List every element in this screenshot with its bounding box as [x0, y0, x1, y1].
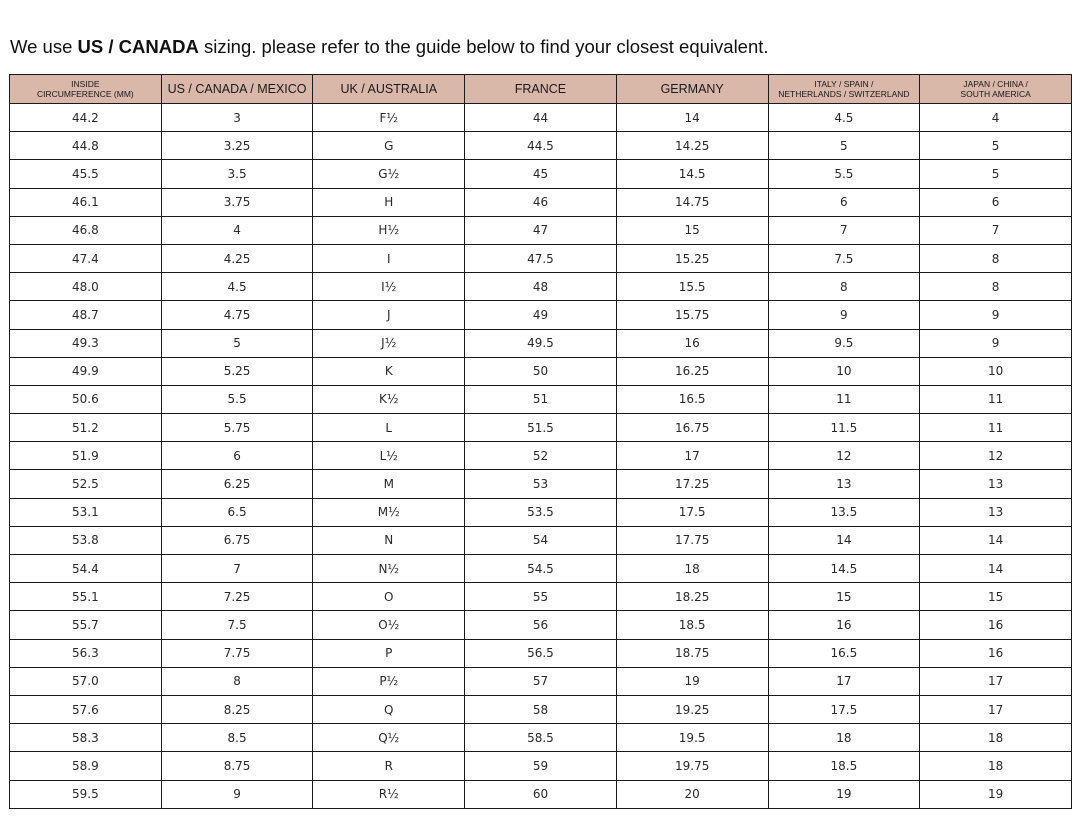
table-cell: 58	[465, 695, 617, 723]
table-cell: 3	[161, 104, 313, 132]
table-cell: 48.7	[10, 301, 162, 329]
table-row	[10, 526, 1072, 554]
table-cell: 19.5	[616, 724, 768, 752]
table-cell: 7	[161, 555, 313, 583]
table-cell: 7.25	[161, 583, 313, 611]
table-cell: 16.25	[616, 357, 768, 385]
table-cell: 5.75	[161, 414, 313, 442]
table-cell: 17	[768, 667, 920, 695]
table-cell: 12	[768, 442, 920, 470]
table-cell: 18	[768, 724, 920, 752]
table-row	[10, 357, 1072, 385]
ring-size-table	[9, 74, 1072, 809]
table-cell: 4.5	[768, 104, 920, 132]
table-cell: 18.25	[616, 583, 768, 611]
table-cell: 46	[465, 188, 617, 216]
table-cell: 15	[920, 583, 1072, 611]
table-cell: 51.9	[10, 442, 162, 470]
table-row	[10, 442, 1072, 470]
table-cell: 16	[920, 639, 1072, 667]
table-cell: H½	[313, 216, 465, 244]
table-cell: 44.2	[10, 104, 162, 132]
table-cell: G½	[313, 160, 465, 188]
table-row	[10, 667, 1072, 695]
table-cell: 10	[920, 357, 1072, 385]
table-cell: 17.5	[616, 498, 768, 526]
table-body	[10, 104, 1072, 809]
table-cell: R½	[313, 780, 465, 808]
table-cell: 14.25	[616, 132, 768, 160]
table-row	[10, 724, 1072, 752]
table-cell: 45	[465, 160, 617, 188]
table-cell: 15.25	[616, 244, 768, 272]
table-cell: 53.1	[10, 498, 162, 526]
table-cell: 16.5	[616, 385, 768, 413]
table-cell: 18.75	[616, 639, 768, 667]
column-header	[920, 75, 1072, 104]
table-cell: 18.5	[768, 752, 920, 780]
table-cell: 18	[616, 555, 768, 583]
table-cell: 17.5	[768, 695, 920, 723]
table-cell: 7.5	[768, 244, 920, 272]
table-cell: 7.75	[161, 639, 313, 667]
table-cell: 5	[920, 160, 1072, 188]
table-cell: 57	[465, 667, 617, 695]
table-cell: P	[313, 639, 465, 667]
table-cell: 56.5	[465, 639, 617, 667]
table-cell: 55.7	[10, 611, 162, 639]
table-cell: 9	[920, 329, 1072, 357]
column-header	[10, 75, 162, 104]
table-cell: 4.25	[161, 244, 313, 272]
table-cell: 8.5	[161, 724, 313, 752]
column-header	[768, 75, 920, 104]
table-cell: 6.5	[161, 498, 313, 526]
table-cell: 19.75	[616, 752, 768, 780]
table-cell: 55.1	[10, 583, 162, 611]
table-row	[10, 216, 1072, 244]
intro-prefix: We use	[10, 36, 78, 57]
table-row	[10, 104, 1072, 132]
table-cell: 49.5	[465, 329, 617, 357]
table-cell: 53	[465, 470, 617, 498]
table-row	[10, 188, 1072, 216]
table-cell: 51	[465, 385, 617, 413]
intro-suffix: sizing. please refer to the guide below to find your closest equivalent.	[198, 36, 769, 57]
table-row	[10, 695, 1072, 723]
table-row	[10, 414, 1072, 442]
table-cell: 6	[768, 188, 920, 216]
table-cell: 17	[616, 442, 768, 470]
table-cell: 47.4	[10, 244, 162, 272]
column-header-line: JAPAN / CHINA /	[963, 79, 1028, 89]
table-cell: 53.5	[465, 498, 617, 526]
table-cell: 45.5	[10, 160, 162, 188]
table-cell: P½	[313, 667, 465, 695]
table-cell: 59.5	[10, 780, 162, 808]
table-cell: 18	[920, 752, 1072, 780]
table-cell: 5.5	[161, 385, 313, 413]
table-cell: 57.6	[10, 695, 162, 723]
table-cell: N½	[313, 555, 465, 583]
table-row	[10, 583, 1072, 611]
column-header-line: CIRCUMFERENCE (MM)	[36, 89, 134, 99]
table-cell: 44.8	[10, 132, 162, 160]
intro-emphasis: US / CANADA	[77, 36, 199, 57]
table-cell: 11	[768, 385, 920, 413]
table-cell: 7.5	[161, 611, 313, 639]
table-cell: Q	[313, 695, 465, 723]
table-cell: 46.8	[10, 216, 162, 244]
table-row	[10, 244, 1072, 272]
table-cell: 18.5	[616, 611, 768, 639]
table-cell: M½	[313, 498, 465, 526]
table-row	[10, 780, 1072, 808]
table-cell: 52	[465, 442, 617, 470]
table-cell: 9.5	[768, 329, 920, 357]
table-cell: 53.8	[10, 526, 162, 554]
table-cell: 19	[768, 780, 920, 808]
table-cell: 6	[920, 188, 1072, 216]
table-cell: 16	[920, 611, 1072, 639]
table-cell: 15	[616, 216, 768, 244]
table-cell: 7	[920, 216, 1072, 244]
table-cell: 44.5	[465, 132, 617, 160]
table-cell: 17	[920, 667, 1072, 695]
table-cell: 13	[768, 470, 920, 498]
table-cell: J	[313, 301, 465, 329]
table-cell: 14.5	[768, 555, 920, 583]
table-cell: 13.5	[768, 498, 920, 526]
table-cell: 8	[920, 273, 1072, 301]
table-cell: 48.0	[10, 273, 162, 301]
table-cell: I	[313, 244, 465, 272]
column-header-line: INSIDE	[71, 79, 100, 89]
table-cell: 20	[616, 780, 768, 808]
table-row	[10, 498, 1072, 526]
table-cell: 5	[161, 329, 313, 357]
table-cell: F½	[313, 104, 465, 132]
table-cell: 9	[768, 301, 920, 329]
table-cell: 58.9	[10, 752, 162, 780]
table-cell: 44	[465, 104, 617, 132]
table-cell: 15.75	[616, 301, 768, 329]
table-cell: 3.25	[161, 132, 313, 160]
table-cell: 11	[920, 414, 1072, 442]
table-cell: 5	[920, 132, 1072, 160]
table-cell: 17	[920, 695, 1072, 723]
table-row	[10, 385, 1072, 413]
table-cell: 8.75	[161, 752, 313, 780]
table-cell: J½	[313, 329, 465, 357]
table-cell: 7	[768, 216, 920, 244]
table-cell: N	[313, 526, 465, 554]
table-cell: 56.3	[10, 639, 162, 667]
table-row	[10, 160, 1072, 188]
table-cell: 18	[920, 724, 1072, 752]
table-cell: 14	[920, 555, 1072, 583]
table-row	[10, 555, 1072, 583]
table-cell: 49.3	[10, 329, 162, 357]
table-cell: 48	[465, 273, 617, 301]
column-header-line: SOUTH AMERICA	[960, 89, 1031, 99]
table-cell: 54.5	[465, 555, 617, 583]
table-header	[10, 75, 1072, 104]
table-cell: G	[313, 132, 465, 160]
table-cell: 9	[920, 301, 1072, 329]
table-cell: 9	[161, 780, 313, 808]
table-cell: 47.5	[465, 244, 617, 272]
table-cell: 50.6	[10, 385, 162, 413]
table-cell: 59	[465, 752, 617, 780]
column-header	[616, 75, 768, 104]
table-cell: 4.5	[161, 273, 313, 301]
table-cell: 17.75	[616, 526, 768, 554]
table-cell: 4.75	[161, 301, 313, 329]
table-cell: 55	[465, 583, 617, 611]
table-cell: 15.5	[616, 273, 768, 301]
table-cell: 50	[465, 357, 617, 385]
table-cell: L½	[313, 442, 465, 470]
table-row	[10, 611, 1072, 639]
column-header-line: ITALY / SPAIN /	[814, 79, 874, 89]
table-cell: 10	[768, 357, 920, 385]
column-header	[161, 75, 313, 104]
table-cell: 58.3	[10, 724, 162, 752]
header-row	[10, 75, 1072, 104]
table-cell: 47	[465, 216, 617, 244]
column-header-line: US / CANADA / MEXICO	[167, 81, 307, 96]
table-cell: 51.2	[10, 414, 162, 442]
table-cell: 58.5	[465, 724, 617, 752]
table-cell: 4	[161, 216, 313, 244]
table-cell: O	[313, 583, 465, 611]
table-row	[10, 301, 1072, 329]
table-cell: 16.5	[768, 639, 920, 667]
table-cell: 60	[465, 780, 617, 808]
column-header	[465, 75, 617, 104]
table-cell: 14	[920, 526, 1072, 554]
table-cell: 14.5	[616, 160, 768, 188]
table-cell: 16	[616, 329, 768, 357]
table-cell: 3.75	[161, 188, 313, 216]
intro-text	[10, 36, 769, 58]
table-cell: 56	[465, 611, 617, 639]
table-cell: 54.4	[10, 555, 162, 583]
table-cell: 19	[920, 780, 1072, 808]
table-row	[10, 752, 1072, 780]
table-cell: K	[313, 357, 465, 385]
table-cell: 16.75	[616, 414, 768, 442]
table-cell: 52.5	[10, 470, 162, 498]
table-cell: 6	[161, 442, 313, 470]
table-cell: 8	[768, 273, 920, 301]
table-cell: 14	[768, 526, 920, 554]
table-cell: 6.75	[161, 526, 313, 554]
table-cell: I½	[313, 273, 465, 301]
table-cell: 4	[920, 104, 1072, 132]
table-cell: 17.25	[616, 470, 768, 498]
table-cell: 12	[920, 442, 1072, 470]
table-cell: 16	[768, 611, 920, 639]
column-header-line: UK / AUSTRALIA	[340, 81, 438, 96]
table-cell: 5	[768, 132, 920, 160]
table-row	[10, 132, 1072, 160]
column-header-line: FRANCE	[514, 81, 567, 96]
table-cell: K½	[313, 385, 465, 413]
table-cell: R	[313, 752, 465, 780]
table-cell: 3.5	[161, 160, 313, 188]
table-cell: 11	[920, 385, 1072, 413]
table-cell: H	[313, 188, 465, 216]
table-cell: 11.5	[768, 414, 920, 442]
table-cell: 8	[161, 667, 313, 695]
table-cell: 14.75	[616, 188, 768, 216]
table-cell: 13	[920, 470, 1072, 498]
table-cell: 51.5	[465, 414, 617, 442]
table-cell: 19	[616, 667, 768, 695]
table-row	[10, 470, 1072, 498]
table-cell: M	[313, 470, 465, 498]
column-header-line: NETHERLANDS / SWITZERLAND	[778, 89, 910, 99]
table-cell: 49	[465, 301, 617, 329]
table-cell: 46.1	[10, 188, 162, 216]
table-row	[10, 273, 1072, 301]
table-cell: 5.5	[768, 160, 920, 188]
table-cell: L	[313, 414, 465, 442]
table-cell: 5.25	[161, 357, 313, 385]
column-header-line: GERMANY	[660, 81, 724, 96]
table-cell: 19.25	[616, 695, 768, 723]
table-row	[10, 329, 1072, 357]
table-cell: Q½	[313, 724, 465, 752]
table-cell: 14	[616, 104, 768, 132]
table-cell: 54	[465, 526, 617, 554]
table-cell: 15	[768, 583, 920, 611]
table-cell: 8	[920, 244, 1072, 272]
column-header	[313, 75, 465, 104]
table-cell: 6.25	[161, 470, 313, 498]
table-cell: 57.0	[10, 667, 162, 695]
table-cell: 49.9	[10, 357, 162, 385]
table-cell: 8.25	[161, 695, 313, 723]
table-cell: O½	[313, 611, 465, 639]
table-row	[10, 639, 1072, 667]
table-cell: 13	[920, 498, 1072, 526]
